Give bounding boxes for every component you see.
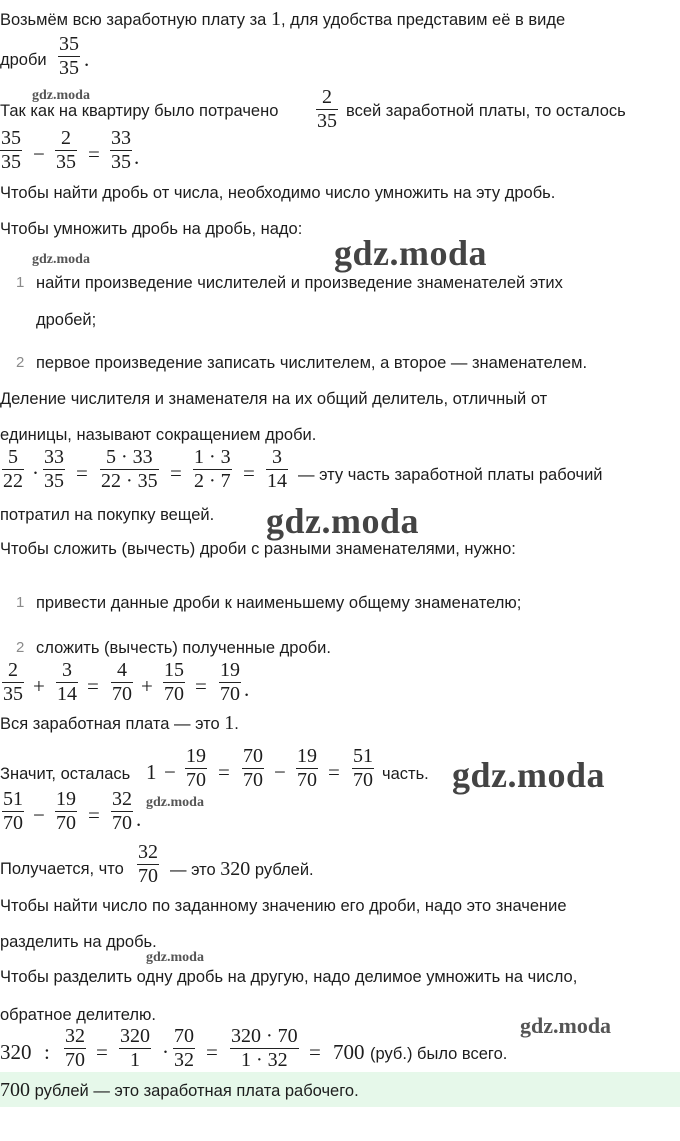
watermark-big: gdz.moda xyxy=(334,233,488,273)
p8-frac-d: 51 70 xyxy=(353,745,373,791)
fraction-2-35: 2 35 xyxy=(317,86,337,132)
eq3-frac-e: 19 70 xyxy=(220,659,240,705)
watermark-small: gdz.moda xyxy=(146,795,204,810)
p8-frac-b: 70 70 xyxy=(243,745,263,791)
eq4-frac-c: 32 70 xyxy=(112,788,132,834)
minus-sign: − xyxy=(33,803,45,827)
p2-text2: всей заработной платы, то осталось xyxy=(346,102,626,120)
eq1-frac-c: 33 35 xyxy=(111,127,131,173)
p5-line1: Деление числителя и знаменателя на их общий делитель, отличный от xyxy=(0,390,548,408)
eq3-frac-a: 2 35 xyxy=(3,659,23,705)
p9-text2: — это 320 рублей. xyxy=(170,858,314,880)
p11-line2: обратное делителю. xyxy=(0,1006,156,1024)
fraction-35-35: 35 35 xyxy=(59,33,79,79)
p9-frac: 32 70 xyxy=(138,841,158,887)
p7-text: Вся заработная плата — это 1. xyxy=(0,712,239,734)
equals-sign: = xyxy=(87,674,99,698)
eq5-frac-c: 70 32 xyxy=(174,1025,194,1071)
list-item-cont: дробей; xyxy=(36,311,97,329)
dot-sign: · xyxy=(32,461,39,485)
equals-sign: = xyxy=(328,760,340,784)
p11-line1: Чтобы разделить одну дробь на другую, надо делимое умножить на число, xyxy=(0,968,578,986)
list-item: сложить (вычесть) полученные дроби. xyxy=(36,639,331,657)
colon-sign: : xyxy=(44,1040,50,1064)
period: . xyxy=(134,145,140,169)
eq2-text: — эту часть заработной платы рабочий xyxy=(298,466,603,484)
watermark-small: gdz.moda xyxy=(146,950,204,965)
list-item: первое произведение записать числителем, а второе — знаменателем. xyxy=(36,354,588,372)
watermark-big: gdz.moda xyxy=(452,755,606,795)
eq1-frac-a: 35 35 xyxy=(1,127,21,173)
p10-line2: разделить на дробь. xyxy=(0,933,157,951)
watermark-big: gdz.moda xyxy=(266,501,420,541)
eq2-frac-a: 5 22 xyxy=(3,446,23,492)
p8-text2: часть. xyxy=(382,765,429,783)
eq3-frac-d: 15 70 xyxy=(164,659,184,705)
eq2-frac-d: 1 · 3 2 · 7 xyxy=(194,446,231,492)
watermark-mid: gdz.moda xyxy=(520,1013,612,1038)
equals-sign: = xyxy=(76,461,88,485)
list-item: найти произведение числителей и произведение знаменателей этих xyxy=(36,274,563,292)
list-marker: 2 xyxy=(16,354,25,371)
watermark-small: gdz.moda xyxy=(32,88,90,103)
list-marker: 2 xyxy=(16,639,25,656)
p8-text: Значит, осталась xyxy=(0,765,131,783)
equals-sign: = xyxy=(309,1040,321,1064)
period: . xyxy=(84,47,90,71)
equals-sign: = xyxy=(88,142,100,166)
eq2-frac-b: 33 35 xyxy=(44,446,64,492)
equals-sign: = xyxy=(96,1040,108,1064)
equals-sign: = xyxy=(218,760,230,784)
plus-sign: + xyxy=(33,674,45,698)
eq3-frac-c: 4 70 xyxy=(112,659,132,705)
eq5-frac-a: 32 70 xyxy=(65,1025,85,1071)
eq2-frac-e: 3 14 xyxy=(267,446,287,492)
minus-sign: − xyxy=(274,760,286,784)
p1-text3: дроби xyxy=(0,51,47,69)
equals-sign: = xyxy=(88,803,100,827)
eq2-text2: потратил на покупку вещей. xyxy=(0,506,215,524)
equals-sign: = xyxy=(243,461,255,485)
eq1-frac-b: 2 35 xyxy=(56,127,76,173)
minus-sign: − xyxy=(164,760,176,784)
p4-text: Чтобы умножить дробь на дробь, надо: xyxy=(0,220,303,238)
eq5-text: (руб.) было всего. xyxy=(370,1045,508,1063)
p8-frac-a: 19 70 xyxy=(186,745,206,791)
equals-sign: = xyxy=(170,461,182,485)
p5-line2: единицы, называют сокращением дроби. xyxy=(0,426,317,444)
p9-text: Получается, что xyxy=(0,860,124,878)
watermark-small: gdz.moda xyxy=(32,252,90,267)
one: 1 xyxy=(146,760,157,784)
period: . xyxy=(136,807,142,831)
eq2-frac-c: 5 · 33 22 · 35 xyxy=(101,446,158,492)
result-700: 700 xyxy=(333,1040,365,1064)
eq5-frac-d: 320 · 70 1 · 32 xyxy=(231,1025,298,1071)
plus-sign: + xyxy=(141,674,153,698)
period: . xyxy=(244,677,250,701)
answer-text: 700 рублей — это заработная плата рабочего. xyxy=(0,1079,359,1101)
list-item: привести данные дроби к наименьшему общему знаменателю; xyxy=(36,594,522,612)
p3-text: Чтобы найти дробь от числа, необходимо число умножить на эту дробь. xyxy=(0,184,556,202)
minus-sign: − xyxy=(33,142,45,166)
p6-text: Чтобы сложить (вычесть) дроби с разными знаменателями, нужно: xyxy=(0,540,516,558)
eq4-frac-a: 51 70 xyxy=(3,788,23,834)
equals-sign: = xyxy=(195,674,207,698)
p8-frac-c: 19 70 xyxy=(297,745,317,791)
p10-line1: Чтобы найти число по заданному значению его дроби, надо это значение xyxy=(0,897,567,915)
dot-sign: · xyxy=(162,1040,169,1064)
equals-sign: = xyxy=(206,1040,218,1064)
number-320: 320 xyxy=(0,1040,32,1064)
eq3-frac-b: 3 14 xyxy=(57,659,77,705)
list-marker: 1 xyxy=(16,594,25,611)
list-marker: 1 xyxy=(16,274,25,291)
p2-text: Так как на квартиру было потрачено xyxy=(0,102,279,120)
p1-text: Возьмём всю заработную плату за 1, для удобства представим её в виде xyxy=(0,8,566,30)
eq4-frac-b: 19 70 xyxy=(56,788,76,834)
eq5-frac-b: 320 1 xyxy=(120,1025,150,1071)
